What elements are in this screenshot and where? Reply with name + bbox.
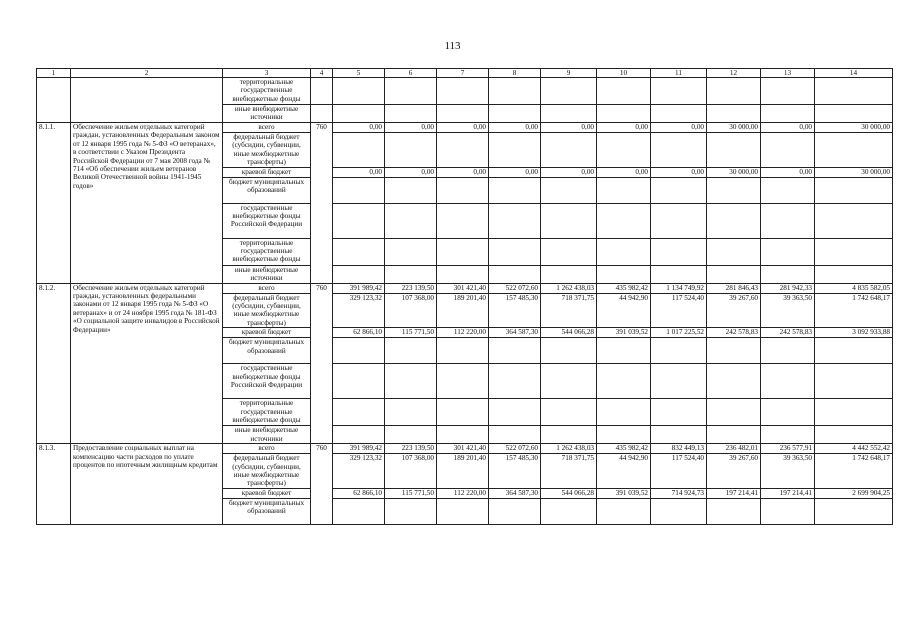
value-cell: [437, 238, 489, 265]
value-cell: [385, 399, 437, 426]
funding-source: всего: [223, 123, 311, 133]
value-cell: 30 000,00: [815, 167, 893, 177]
value-cell: [815, 426, 893, 444]
value-cell: 832 449,13: [651, 444, 707, 454]
item-number: 8.1.3.: [37, 444, 71, 525]
value-cell: [541, 498, 597, 524]
value-cell: [437, 78, 489, 105]
value-cell: [815, 364, 893, 399]
value-cell: [333, 338, 385, 364]
value-cell: 223 139,50: [385, 283, 437, 293]
value-cell: [707, 105, 761, 123]
value-cell: [541, 399, 597, 426]
value-cell: [333, 203, 385, 238]
value-cell: [541, 265, 597, 283]
value-cell: [761, 498, 815, 524]
value-cell: [651, 105, 707, 123]
value-cell: 0,00: [651, 123, 707, 133]
value-cell: 112 220,00: [437, 328, 489, 338]
value-cell: [489, 426, 541, 444]
value-cell: [707, 338, 761, 364]
value-cell: [761, 426, 815, 444]
value-cell: [707, 78, 761, 105]
value-cell: 1 262 438,03: [541, 283, 597, 293]
value-cell: 281 942,33: [761, 283, 815, 293]
header-row: [37, 69, 893, 78]
value-cell: [651, 265, 707, 283]
value-cell: [489, 364, 541, 399]
value-cell: [707, 177, 761, 203]
value-cell: [333, 133, 385, 168]
column-header: 1: [37, 69, 71, 78]
value-cell: 0,00: [437, 123, 489, 133]
empty-cell: [311, 105, 333, 123]
value-cell: [707, 426, 761, 444]
value-cell: 714 924,73: [651, 488, 707, 498]
value-cell: 107 368,00: [385, 454, 437, 489]
value-cell: 44 942,90: [597, 454, 651, 489]
value-cell: [707, 238, 761, 265]
funding-source: краевой бюджет: [223, 167, 311, 177]
code-cell: 760: [311, 283, 333, 444]
funding-source: территориальные государственные внебюджетные фонды: [223, 399, 311, 426]
value-cell: 4 835 582,05: [815, 283, 893, 293]
value-cell: [437, 498, 489, 524]
value-cell: [815, 133, 893, 168]
value-cell: [597, 177, 651, 203]
budget-table: [36, 68, 893, 525]
value-cell: [333, 399, 385, 426]
value-cell: [597, 426, 651, 444]
value-cell: [651, 177, 707, 203]
value-cell: 0,00: [489, 167, 541, 177]
value-cell: [489, 265, 541, 283]
column-header: 4: [311, 69, 333, 78]
value-cell: [597, 105, 651, 123]
value-cell: 1 262 438,03: [541, 444, 597, 454]
value-cell: 522 072,60: [489, 283, 541, 293]
value-cell: [597, 265, 651, 283]
item-title: Предоставление социальных выплат на компенсацию части расходов по уплате процентов по ипотечным жилищным кредитам: [71, 444, 223, 525]
code-cell: 760: [311, 444, 333, 525]
value-cell: 0,00: [489, 123, 541, 133]
value-cell: [385, 426, 437, 444]
value-cell: [597, 203, 651, 238]
value-cell: 44 942,90: [597, 293, 651, 328]
column-header: 6: [385, 69, 437, 78]
value-cell: 0,00: [597, 167, 651, 177]
value-cell: [489, 203, 541, 238]
funding-source: краевой бюджет: [223, 328, 311, 338]
value-cell: 30 000,00: [707, 167, 761, 177]
value-cell: [651, 338, 707, 364]
value-cell: [489, 105, 541, 123]
value-cell: [651, 78, 707, 105]
value-cell: 112 220,00: [437, 488, 489, 498]
value-cell: [815, 238, 893, 265]
value-cell: 4 442 552,42: [815, 444, 893, 454]
value-cell: 62 866,10: [333, 488, 385, 498]
funding-source: иные внебюджетные источники: [223, 105, 311, 123]
column-header: 7: [437, 69, 489, 78]
funding-source: федеральный бюджет (субсидии, субвенции, иные межбюджетные трансферты): [223, 454, 311, 489]
value-cell: [541, 105, 597, 123]
value-cell: [333, 238, 385, 265]
value-cell: 0,00: [761, 167, 815, 177]
value-cell: [651, 238, 707, 265]
value-cell: [489, 399, 541, 426]
value-cell: [385, 203, 437, 238]
value-cell: [489, 133, 541, 168]
value-cell: 1 742 648,17: [815, 454, 893, 489]
value-cell: 157 485,30: [489, 454, 541, 489]
value-cell: 435 982,42: [597, 444, 651, 454]
value-cell: 301 421,40: [437, 283, 489, 293]
value-cell: [707, 203, 761, 238]
funding-source: бюджет муниципальных образований: [223, 498, 311, 524]
value-cell: [385, 238, 437, 265]
funding-source: федеральный бюджет (субсидии, субвенции, иные межбюджетные трансферты): [223, 293, 311, 328]
table-row: [37, 123, 893, 133]
funding-source: всего: [223, 283, 311, 293]
value-cell: [761, 364, 815, 399]
funding-source: иные внебюджетные источники: [223, 265, 311, 283]
empty-cell: [37, 78, 71, 123]
item-title: Обеспечение жильем отдельных категорий граждан, установленных Федеральным законом от 12 января 1995 года № 5-ФЗ «О ветеранах», в соответствии с Указом Президента Российской Федерации от 7 мая 2008 года № 714 «Об обеспечении жильем ветеранов Великой Отечественной войны 1941-1945 годов»: [71, 123, 223, 284]
value-cell: 364 587,30: [489, 488, 541, 498]
value-cell: 435 982,42: [597, 283, 651, 293]
value-cell: [597, 133, 651, 168]
column-header: 13: [761, 69, 815, 78]
column-header: 14: [815, 69, 893, 78]
value-cell: 391 989,42: [333, 444, 385, 454]
value-cell: [815, 203, 893, 238]
table-row: [37, 444, 893, 454]
page-number: 113: [444, 40, 461, 52]
value-cell: 0,00: [651, 167, 707, 177]
item-number: 8.1.1.: [37, 123, 71, 284]
value-cell: 0,00: [333, 123, 385, 133]
value-cell: [385, 338, 437, 364]
value-cell: 364 587,30: [489, 328, 541, 338]
value-cell: [597, 78, 651, 105]
value-cell: 0,00: [761, 123, 815, 133]
value-cell: 329 123,32: [333, 293, 385, 328]
value-cell: 544 066,28: [541, 488, 597, 498]
value-cell: [651, 203, 707, 238]
table-row: [37, 283, 893, 293]
value-cell: [437, 364, 489, 399]
value-cell: 1 017 225,52: [651, 328, 707, 338]
funding-source: иные внебюджетные источники: [223, 426, 311, 444]
table-body: [37, 69, 893, 525]
value-cell: [333, 78, 385, 105]
value-cell: [541, 203, 597, 238]
value-cell: 107 368,00: [385, 293, 437, 328]
value-cell: [437, 177, 489, 203]
value-cell: 39 363,50: [761, 293, 815, 328]
value-cell: [651, 498, 707, 524]
value-cell: 157 485,30: [489, 293, 541, 328]
value-cell: 236 577,91: [761, 444, 815, 454]
value-cell: [541, 78, 597, 105]
value-cell: 30 000,00: [707, 123, 761, 133]
value-cell: 115 771,50: [385, 488, 437, 498]
value-cell: [333, 265, 385, 283]
value-cell: 2 699 904,25: [815, 488, 893, 498]
value-cell: 39 267,60: [707, 293, 761, 328]
funding-source: федеральный бюджет (субсидии, субвенции, иные межбюджетные трансферты): [223, 133, 311, 168]
value-cell: [761, 78, 815, 105]
value-cell: 117 524,40: [651, 293, 707, 328]
value-cell: 3 092 933,88: [815, 328, 893, 338]
value-cell: [815, 105, 893, 123]
value-cell: 0,00: [541, 167, 597, 177]
value-cell: [385, 78, 437, 105]
value-cell: 30 000,00: [815, 123, 893, 133]
value-cell: [437, 399, 489, 426]
column-header: 8: [489, 69, 541, 78]
column-header: 12: [707, 69, 761, 78]
value-cell: 281 846,43: [707, 283, 761, 293]
value-cell: [385, 105, 437, 123]
value-cell: 242 578,83: [707, 328, 761, 338]
value-cell: [815, 177, 893, 203]
value-cell: 301 421,40: [437, 444, 489, 454]
value-cell: [541, 338, 597, 364]
value-cell: 223 139,50: [385, 444, 437, 454]
value-cell: 242 578,83: [761, 328, 815, 338]
value-cell: [541, 133, 597, 168]
value-cell: [489, 78, 541, 105]
value-cell: [761, 238, 815, 265]
value-cell: [597, 338, 651, 364]
column-header: 2: [71, 69, 223, 78]
value-cell: 117 524,40: [651, 454, 707, 489]
value-cell: [815, 399, 893, 426]
value-cell: 522 072,60: [489, 444, 541, 454]
value-cell: [651, 426, 707, 444]
value-cell: [815, 338, 893, 364]
value-cell: 391 039,52: [597, 328, 651, 338]
value-cell: [437, 105, 489, 123]
value-cell: 718 371,75: [541, 454, 597, 489]
value-cell: 391 039,52: [597, 488, 651, 498]
value-cell: [437, 265, 489, 283]
value-cell: 1 134 749,92: [651, 283, 707, 293]
value-cell: [541, 177, 597, 203]
value-cell: 197 214,41: [707, 488, 761, 498]
value-cell: [333, 364, 385, 399]
value-cell: [385, 364, 437, 399]
value-cell: [385, 265, 437, 283]
value-cell: 189 201,40: [437, 454, 489, 489]
value-cell: [541, 426, 597, 444]
value-cell: [489, 498, 541, 524]
value-cell: [333, 498, 385, 524]
value-cell: [541, 238, 597, 265]
value-cell: [707, 133, 761, 168]
value-cell: 0,00: [541, 123, 597, 133]
empty-cell: [71, 78, 223, 123]
funding-source: краевой бюджет: [223, 488, 311, 498]
value-cell: 0,00: [597, 123, 651, 133]
value-cell: [597, 238, 651, 265]
value-cell: [761, 133, 815, 168]
column-header: 9: [541, 69, 597, 78]
value-cell: 62 866,10: [333, 328, 385, 338]
value-cell: [385, 133, 437, 168]
value-cell: [385, 498, 437, 524]
value-cell: [385, 177, 437, 203]
value-cell: [815, 498, 893, 524]
column-header: 10: [597, 69, 651, 78]
value-cell: [761, 265, 815, 283]
value-cell: [333, 177, 385, 203]
value-cell: 0,00: [437, 167, 489, 177]
value-cell: 197 214,41: [761, 488, 815, 498]
value-cell: [489, 238, 541, 265]
funding-source: государственные внебюджетные фонды Российской Федерации: [223, 364, 311, 399]
value-cell: 39 267,60: [707, 454, 761, 489]
value-cell: [333, 426, 385, 444]
value-cell: [437, 133, 489, 168]
value-cell: 718 371,75: [541, 293, 597, 328]
value-cell: [651, 399, 707, 426]
value-cell: [761, 105, 815, 123]
value-cell: [489, 338, 541, 364]
column-header: 11: [651, 69, 707, 78]
value-cell: [541, 364, 597, 399]
value-cell: 39 363,50: [761, 454, 815, 489]
value-cell: [597, 399, 651, 426]
column-header: 3: [223, 69, 311, 78]
value-cell: 544 066,28: [541, 328, 597, 338]
funding-source: территориальные государственные внебюджетные фонды: [223, 238, 311, 265]
funding-source: государственные внебюджетные фонды Российской Федерации: [223, 203, 311, 238]
value-cell: 0,00: [385, 123, 437, 133]
value-cell: [761, 399, 815, 426]
value-cell: [489, 177, 541, 203]
value-cell: [707, 498, 761, 524]
empty-cell: [311, 78, 333, 105]
value-cell: [815, 78, 893, 105]
column-header: 5: [333, 69, 385, 78]
value-cell: [651, 133, 707, 168]
value-cell: [707, 364, 761, 399]
value-cell: 329 123,32: [333, 454, 385, 489]
value-cell: [597, 364, 651, 399]
value-cell: [761, 338, 815, 364]
code-cell: 760: [311, 123, 333, 284]
table-row: [37, 78, 893, 105]
funding-source: бюджет муниципальных образований: [223, 177, 311, 203]
value-cell: 0,00: [385, 167, 437, 177]
value-cell: 115 771,50: [385, 328, 437, 338]
value-cell: [707, 399, 761, 426]
value-cell: 236 482,01: [707, 444, 761, 454]
value-cell: [333, 105, 385, 123]
value-cell: 189 201,40: [437, 293, 489, 328]
value-cell: 0,00: [333, 167, 385, 177]
value-cell: [761, 177, 815, 203]
value-cell: [437, 338, 489, 364]
value-cell: [761, 203, 815, 238]
item-title: Обеспечение жильем отдельных категорий граждан, установленных федеральными законами от 12 января 1995 года № 5-ФЗ «О ветеранах» и от 24 ноября 1995 года № 181-ФЗ «О социальной защите инвалидов в Российской Федерации»: [71, 283, 223, 444]
value-cell: [597, 498, 651, 524]
value-cell: [707, 265, 761, 283]
funding-source: бюджет муниципальных образований: [223, 338, 311, 364]
value-cell: [651, 364, 707, 399]
value-cell: [437, 426, 489, 444]
value-cell: 391 989,42: [333, 283, 385, 293]
value-cell: [815, 265, 893, 283]
item-number: 8.1.2.: [37, 283, 71, 444]
value-cell: [437, 203, 489, 238]
value-cell: 1 742 648,17: [815, 293, 893, 328]
funding-source: территориальные государственные внебюджетные фонды: [223, 78, 311, 105]
funding-source: всего: [223, 444, 311, 454]
